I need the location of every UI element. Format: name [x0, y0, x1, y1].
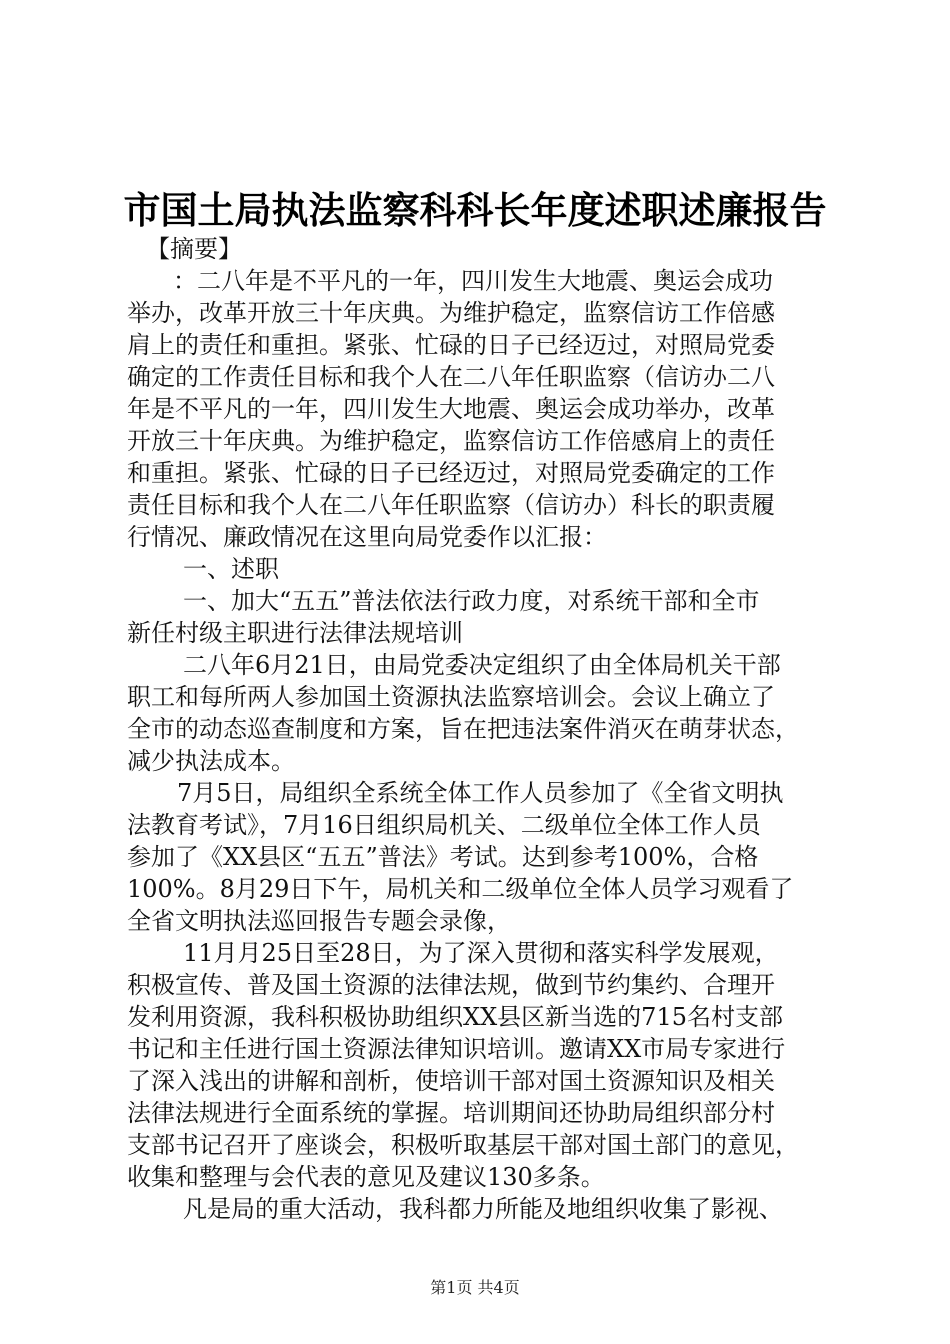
paragraph-line: 举办，改革开放三十年庆典。为维护稳定，监察信访工作倍感 [127, 299, 775, 327]
paragraph-line: 年是不平凡的一年，四川发生大地震、奥运会成功举办，改革 [127, 395, 775, 423]
paragraph-line: 全市的动态巡查制度和方案，旨在把违法案件消灭在萌芽状态， [127, 715, 799, 743]
abstract-heading: 【摘要】 [146, 235, 242, 263]
paragraph-line: 11月月25日至28日，为了深入贯彻和落实科学发展观， [183, 939, 779, 967]
paragraph-line: 书记和主任进行国土资源法律知识培训。邀请XX市局专家进行 [127, 1035, 786, 1063]
paragraph-line: 参加了《XX县区“五五”普法》考试。达到参考100%，合格 [127, 843, 759, 871]
paragraph-line: 职工和每所两人参加国土资源执法监察培训会。会议上确立了 [127, 683, 775, 711]
subsection-heading: 新任村级主职进行法律法规培训 [127, 619, 463, 647]
paragraph-line: 和重担。紧张、忙碌的日子已经迈过，对照局党委确定的工作 [127, 459, 775, 487]
paragraph-line: 收集和整理与会代表的意见及建议130多条。 [127, 1163, 605, 1191]
paragraph-line: 积极宣传、普及国土资源的法律法规，做到节约集约、合理开 [127, 971, 775, 999]
paragraph-line: 行情况、廉政情况在这里向局党委作以汇报： [127, 523, 607, 551]
page-footer: 第1页 共4页 [430, 1278, 520, 1297]
paragraph-line: 责任目标和我个人在二八年任职监察（信访办）科长的职责履 [127, 491, 775, 519]
section-heading: 一、述职 [183, 555, 279, 583]
paragraph-line: ：二八年是不平凡的一年，四川发生大地震、奥运会成功 [173, 267, 773, 295]
paragraph-line: 二八年6月21日，由局党委决定组织了由全体局机关干部 [183, 651, 781, 679]
paragraph-line: 凡是局的重大活动，我科都力所能及地组织收集了影视、 [183, 1195, 783, 1223]
paragraph-line: 开放三十年庆典。为维护稳定，监察信访工作倍感肩上的责任 [127, 427, 775, 455]
paragraph-line: 7月5日，局组织全系统全体工作人员参加了《全省文明执 [177, 779, 784, 807]
paragraph-line: 全省文明执法巡回报告专题会录像， [127, 907, 511, 935]
paragraph-line: 减少执法成本。 [127, 747, 295, 775]
paragraph-line: 支部书记召开了座谈会，积极听取基层干部对国土部门的意见， [127, 1131, 799, 1159]
paragraph-line: 法教育考试》，7月16日组织局机关、二级单位全体工作人员 [127, 811, 761, 839]
paragraph-line: 了深入浅出的讲解和剖析，使培训干部对国土资源知识及相关 [127, 1067, 775, 1095]
document-body [127, 233, 833, 1225]
subsection-heading: 一、加大“五五”普法依法行政力度，对系统干部和全市 [183, 587, 760, 615]
paragraph-line: 法律法规进行全面系统的掌握。培训期间还协助局组织部分村 [127, 1099, 775, 1127]
paragraph-line: 100%。8月29日下午，局机关和二级单位全体人员学习观看了 [127, 875, 794, 903]
document-title: 市国土局执法监察科科长年度述职述廉报告 [123, 188, 827, 232]
paragraph-line: 肩上的责任和重担。紧张、忙碌的日子已经迈过，对照局党委 [127, 331, 775, 359]
paragraph-line: 确定的工作责任目标和我个人在二八年任职监察（信访办二八 [127, 363, 775, 391]
paragraph-line: 发利用资源，我科积极协助组织XX县区新当选的715名村支部 [127, 1003, 783, 1031]
